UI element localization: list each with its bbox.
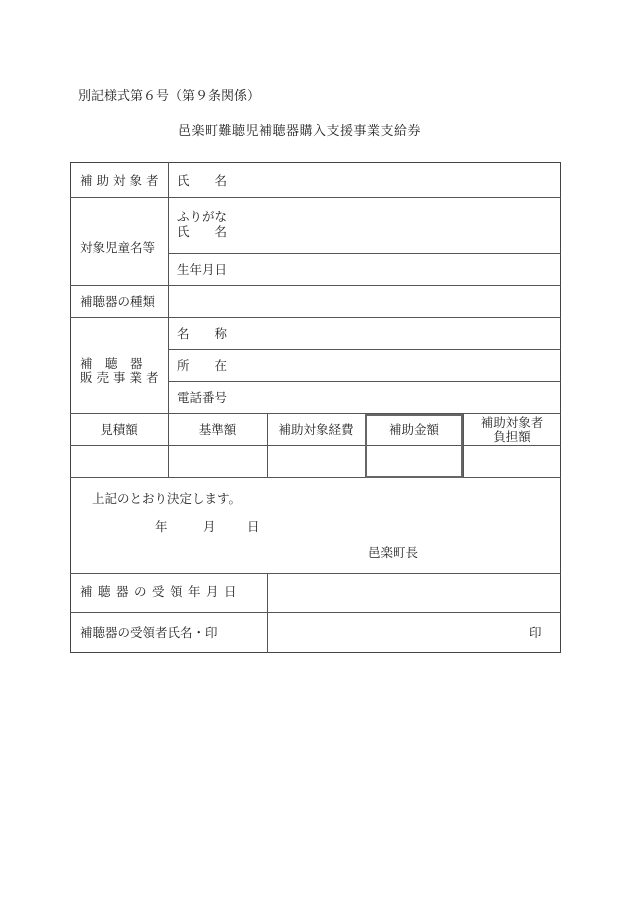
row-divider: [168, 253, 561, 254]
row-divider: [70, 573, 561, 574]
estimate-header: 見積額: [100, 422, 138, 437]
decision-text: 上記のとおり決定します。: [92, 491, 242, 506]
document-title: 邑楽町難聴児補聴器購入支援事業支給券: [178, 124, 422, 139]
row-divider: [70, 477, 561, 478]
issuer-name: 邑楽町長: [368, 545, 419, 560]
receiver-signature-label: 補聴器の受領者氏名・印: [80, 625, 218, 640]
row-divider: [70, 612, 561, 613]
subsidy-amount-header: 補助金額: [388, 422, 439, 437]
seller-label-line2: 販売事業者: [80, 370, 163, 385]
row-divider: [70, 413, 561, 414]
decision-month: 月: [203, 519, 216, 534]
form-number: 別記様式第６号（第９条関係）: [78, 89, 261, 104]
column-divider: [267, 573, 268, 653]
decision-year: 年: [155, 519, 168, 534]
row-divider: [70, 285, 561, 286]
receipt-date-label: 補聴器の受領年月日: [80, 584, 243, 599]
subject-label: 補助対象者: [80, 173, 163, 188]
subject-name-label: 氏 名: [177, 173, 228, 188]
row-divider: [168, 349, 561, 350]
seller-phone-label: 電話番号: [177, 390, 228, 405]
seal-mark: 印: [529, 625, 542, 640]
burden-header-line2: 負担額: [493, 429, 531, 444]
child-label: 対象児童名等: [80, 240, 156, 255]
seller-label-line1: 補 聴 器: [80, 356, 143, 371]
standard-header: 基準額: [198, 422, 237, 437]
row-divider: [70, 445, 561, 446]
seller-address-label: 所 在: [177, 358, 228, 373]
decision-day: 日: [247, 519, 260, 534]
eligible-cost-header: 補助対象経費: [278, 422, 354, 437]
row-divider: [70, 197, 561, 198]
table-frame: [70, 162, 561, 653]
device-type-label: 補聴器の種類: [80, 294, 156, 309]
seller-name-label: 名 称: [177, 326, 228, 341]
burden-header-line1: 補助対象者: [480, 415, 544, 430]
birth-date-label: 生年月日: [177, 262, 228, 277]
row-divider: [70, 317, 561, 318]
row-divider: [168, 381, 561, 382]
furigana-label: ふりがな: [177, 209, 228, 224]
child-name-label: 氏 名: [177, 224, 228, 239]
